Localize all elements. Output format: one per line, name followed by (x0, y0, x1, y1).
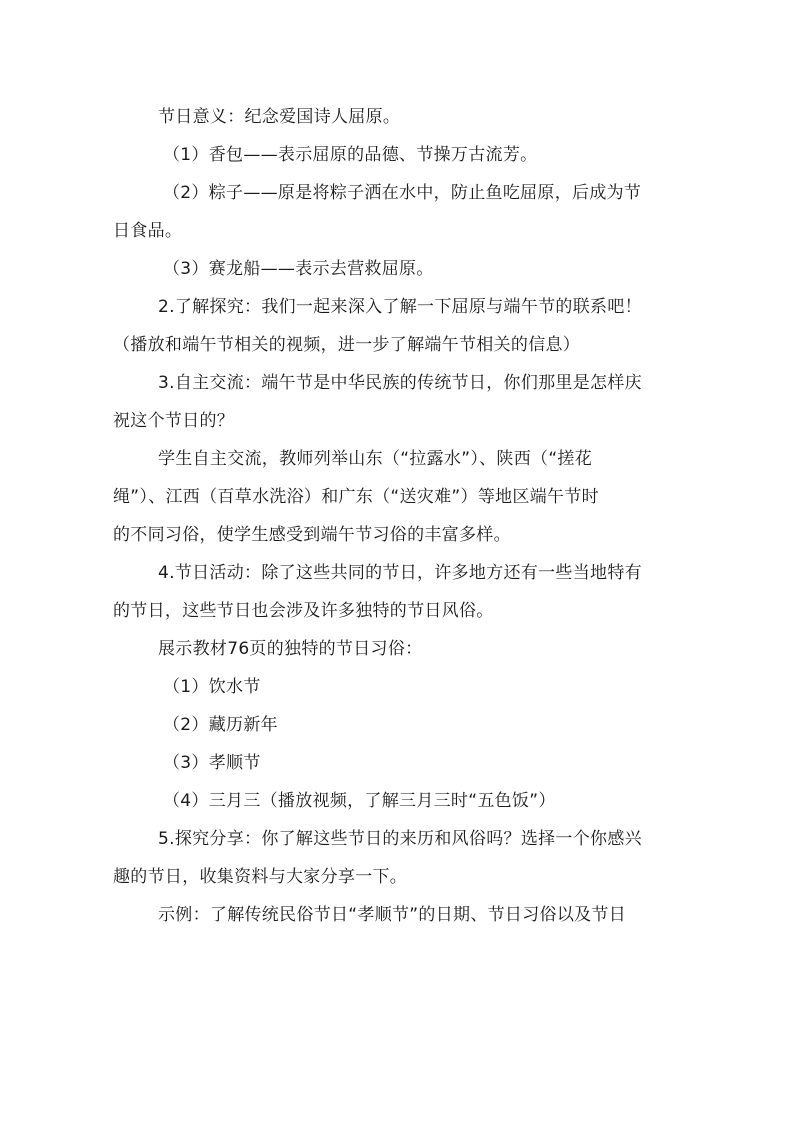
paragraph-line: （2）藏历新年 (163, 715, 278, 735)
paragraph-line: 节日意义：纪念爱国诗人屈原。 (158, 107, 401, 127)
paragraph-line: 5.探究分享：你了解这些节日的来历和风俗吗？选择一个你感兴 (158, 829, 642, 849)
paragraph-line: 趣的节日，收集资料与大家分享一下。 (113, 867, 408, 887)
paragraph-line: 3.自主交流：端午节是中华民族的传统节日，你们那里是怎样庆 (158, 373, 642, 393)
paragraph-line: 2.了解探究：我们一起来深入了解一下屈原与端午节的联系吧！ (158, 297, 642, 317)
paragraph-line: （1）饮水节 (163, 677, 261, 697)
paragraph-line: （3）孝顺节 (163, 753, 261, 773)
paragraph-line: 4.节日活动：除了这些共同的节日，许多地方还有一些当地特有 (158, 563, 642, 583)
paragraph-line: 学生自主交流，教师列举山东（“拉露水”）、陕西（“搓花 (158, 449, 593, 469)
paragraph-line: 的不同习俗，使学生感受到端午节习俗的丰富多样。 (113, 525, 511, 545)
paragraph-line: 的节日，这些节日也会涉及许多独特的节日风俗。 (113, 601, 494, 621)
paragraph-line: 示例：了解传统民俗节日“孝顺节”的日期、节日习俗以及节日 (158, 905, 627, 925)
paragraph-line: （2）粽子——原是将粽子洒在水中，防止鱼吃屈原，后成为节 (163, 183, 642, 203)
paragraph-line: （1）香包——表示屈原的品德、节操万古流芳。 (163, 145, 538, 165)
paragraph-line: 展示教材76页的独特的节日习俗： (158, 639, 423, 659)
paragraph-line: （3）赛龙船——表示去营救屈原。 (163, 259, 434, 279)
paragraph-line: 祝这个节日的？ (113, 411, 235, 431)
paragraph-line: 绳”）、江西（百草水洗浴）和广东（“送灾难”）等地区端午节时 (113, 487, 599, 507)
paragraph-line: （4）三月三（播放视频，了解三月三时“五色饭”） (163, 791, 556, 811)
document-body (113, 98, 683, 934)
paragraph-line: 日食品。 (113, 221, 183, 241)
paragraph-line: （播放和端午节相关的视频，进一步了解端午节相关的信息） (113, 335, 581, 355)
